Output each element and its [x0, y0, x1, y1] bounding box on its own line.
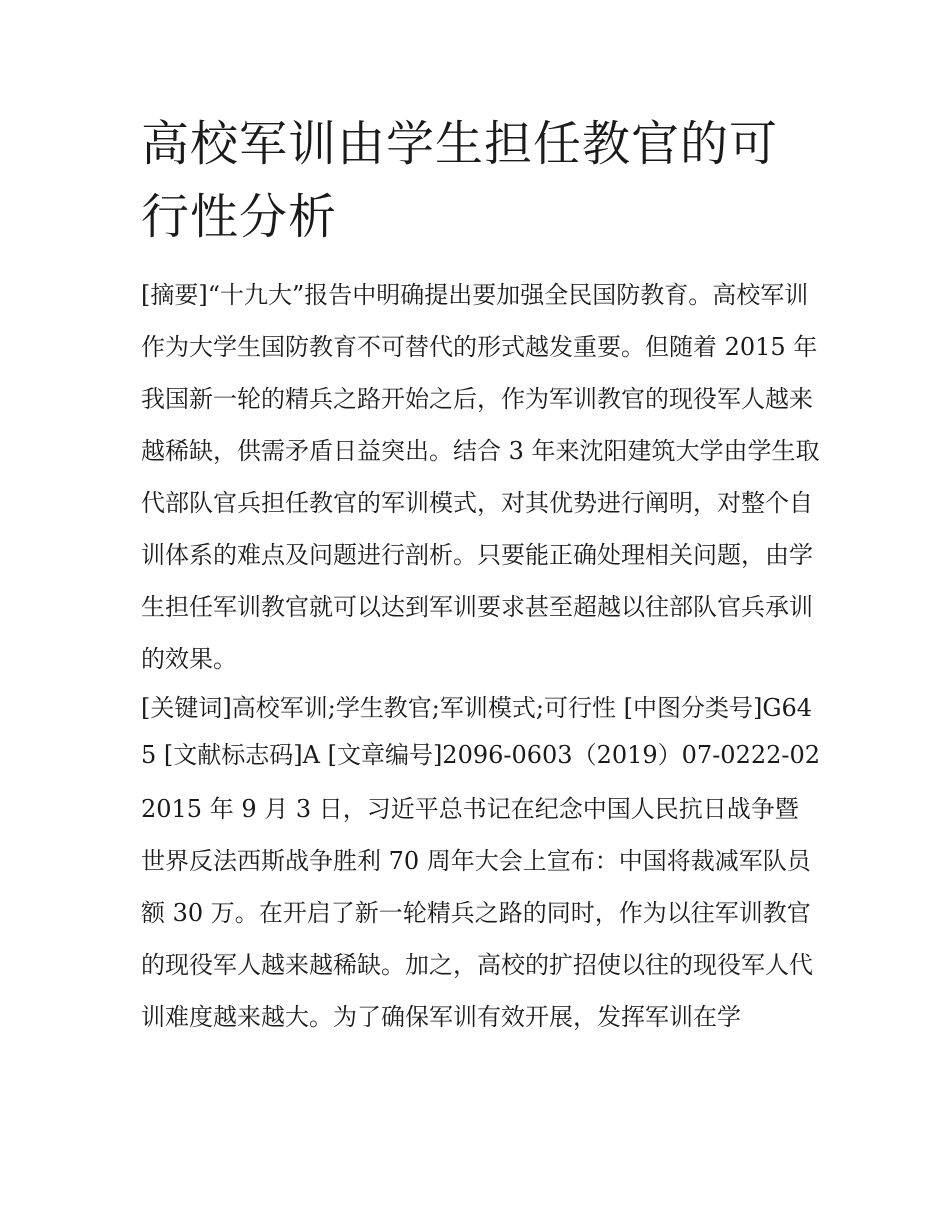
- body-paragraph: 2015 年 9 月 3 日，习近平总书记在纪念中国人民抗日战争暨世界反法西斯战争胜利 70 周年大会上宣布：中国将裁减军队员额 30 万。在开启了新一轮精兵之路的同时，作为以往军训教官的现役军人越来越稀缺。加之，高校的扩招使以往的现役军人代训难度越来越大。为了确保军训有效开展，发挥军训在学: [141, 795, 813, 1031]
- document-title: 高校军训由学生担任教官的可行性分析: [141, 116, 779, 245]
- document-page: [141, 108, 821, 1043]
- abstract-paragraph: [摘要]“十九大”报告中明确提出要加强全民国防教育。高校军训作为大学生国防教育不可替代的形式越发重要。但随着 2015 年我国新一轮的精兵之路开始之后，作为军训教官的现役军人越来越稀缺，供需矛盾日益突出。结合 3 年来沈阳建筑大学由学生取代部队官兵担任教官的军训模式，对其优势进行阐明，对整个自训体系的难点及问题进行剖析。只要能正确处理相关问题，由学生担任军训教官就可以达到军训要求甚至超越以往部队官兵承训的效果。: [141, 281, 820, 673]
- keywords-paragraph: [关键词]高校军训;学生教官;军训模式;可行性 [中图分类号]G645 [文献标志码]A [文章编号]2096-0603（2019）07-0222-02: [141, 694, 821, 769]
